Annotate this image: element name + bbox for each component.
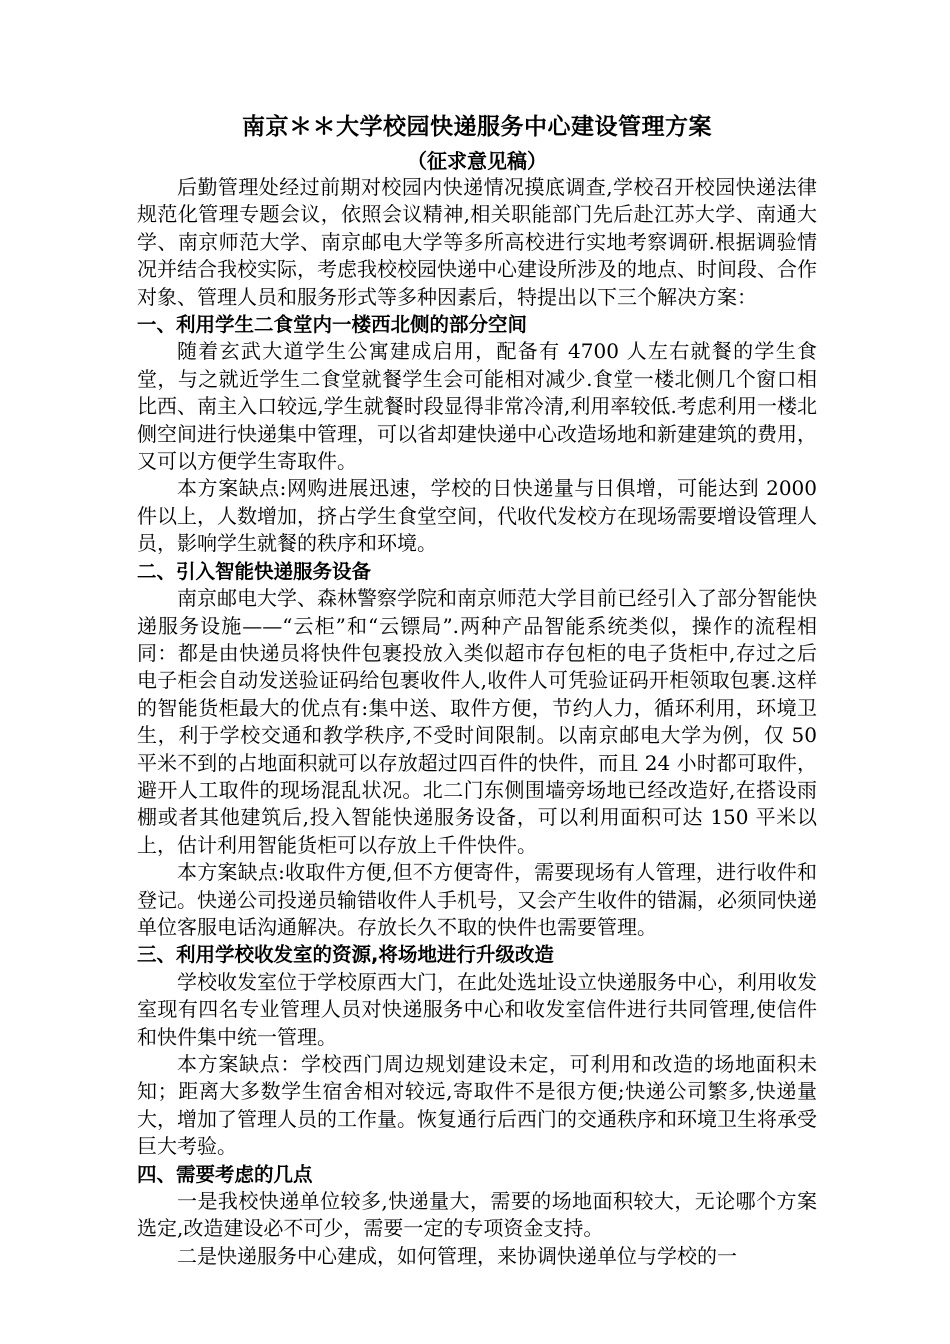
section-heading: 二、引入智能快递服务设备 xyxy=(137,559,372,583)
section-3 xyxy=(137,941,817,1160)
section-heading: 四、需要考虑的几点 xyxy=(137,1162,313,1186)
section-paragraph: 本方案缺点:收取件方便,但不方便寄件，需要现场有人管理，进行收件和登记。快递公司投递员输错收件人手机号，又会产生收件的错漏，必须同快递单位客服电话沟通解决。存放长久不取的快件也需要管理。 xyxy=(137,860,817,939)
section-paragraph: 本方案缺点:网购进展迅速，学校的日快递量与日俱增，可能达到 2000 件以上，人数增加，挤占学生食堂空间，代收代发校方在现场需要增设管理人员，影响学生就餐的秩序和环境。 xyxy=(137,476,817,556)
section-4 xyxy=(137,1161,817,1271)
section-paragraph: 本方案缺点：学校西门周边规划建设未定，可利用和改造的场地面积未知；距离大多数学生宿舍相对较远,寄取件不是很方便;快递公司繁多,快递量大，增加了管理人员的工作量。恢复通行后西门的交通秩序和环境卫生将承受巨大考验。 xyxy=(137,1052,817,1159)
section-paragraph: 学校收发室位于学校原西大门，在此处选址设立快递服务中心，利用收发室现有四名专业管理人员对快递服务中心和收发室信件进行共同管理,使信件和快件集中统一管理。 xyxy=(137,969,817,1049)
section-paragraph: 随着玄武大道学生公寓建成启用，配备有 4700 人左右就餐的学生食堂，与之就近学生二食堂就餐学生会可能相对减少.食堂一楼北侧几个窗口相比西、南主入口较远,学生就餐时段显得非常冷清,利用率较低.考虑利用一楼北侧空间进行快递集中管理，可以省却建快递中心改造场地和新建建筑的费用，又可以方便学生寄取件。 xyxy=(137,339,817,474)
intro-paragraph: 后勤管理处经过前期对校园内快递情况摸底调查,学校召开校园快递法律规范化管理专题会议，依照会议精神,相关职能部门先后赴江苏大学、南通大学、南京师范大学、南京邮电大学等多所高校进行实地考察调研.根据调验情况并结合我校实际，考虑我校校园快递中心建设所涉及的地点、时间段、合作对象、管理人员和服务形式等多种因素后，特提出以下三个解决方案： xyxy=(137,175,817,309)
section-paragraph: 二是快递服务中心建成，如何管理，来协调快递单位与学校的一 xyxy=(177,1243,737,1268)
section-2 xyxy=(137,558,817,942)
document-subtitle: （征求意见稿） xyxy=(407,149,547,173)
section-paragraph: 一是我校快递单位较多,快递量大，需要的场地面积较大，无论哪个方案选定,改造建设必不可少，需要一定的专项资金支持。 xyxy=(137,1189,817,1241)
section-heading: 一、利用学生二食堂内一楼西北侧的部分空间 xyxy=(137,313,528,337)
document-title: 南京＊＊大学校园快递服务中心建设管理方案 xyxy=(242,114,712,140)
document-body xyxy=(137,112,817,1270)
section-1 xyxy=(137,311,817,558)
section-paragraph: 南京邮电大学、森林警察学院和南京师范大学目前已经引入了部分智能快递服务设施——“云柜”和“云镖局”.两种产品智能系统类似，操作的流程相同：都是由快递员将快件包裹投放入类似超市存包柜的电子货柜中,存过之后电子柜会自动发送验证码给包裹收件人,收件人可凭验证码开柜领取包裹.这样的智能货柜最大的优点有:集中送、取件方便，节约人力，循环利用，环境卫生，利于学校交通和教学秩序,不受时间限制。以南京邮电大学为例，仅 50 平米不到的占地面积就可以存放超过四百件的快件，而且 24 小时都可取件，避开人工取件的现场混乱状况。北二门东侧围墙旁场地已经改造好,在搭设雨棚或者其他建筑后,投入智能快递服务设备，可以利用面积可达 150 平米以上，估计利用智能货柜可以存放上千件快件。 xyxy=(137,586,817,857)
section-heading: 三、利用学校收发室的资源,将场地进行升级改造 xyxy=(137,943,554,967)
